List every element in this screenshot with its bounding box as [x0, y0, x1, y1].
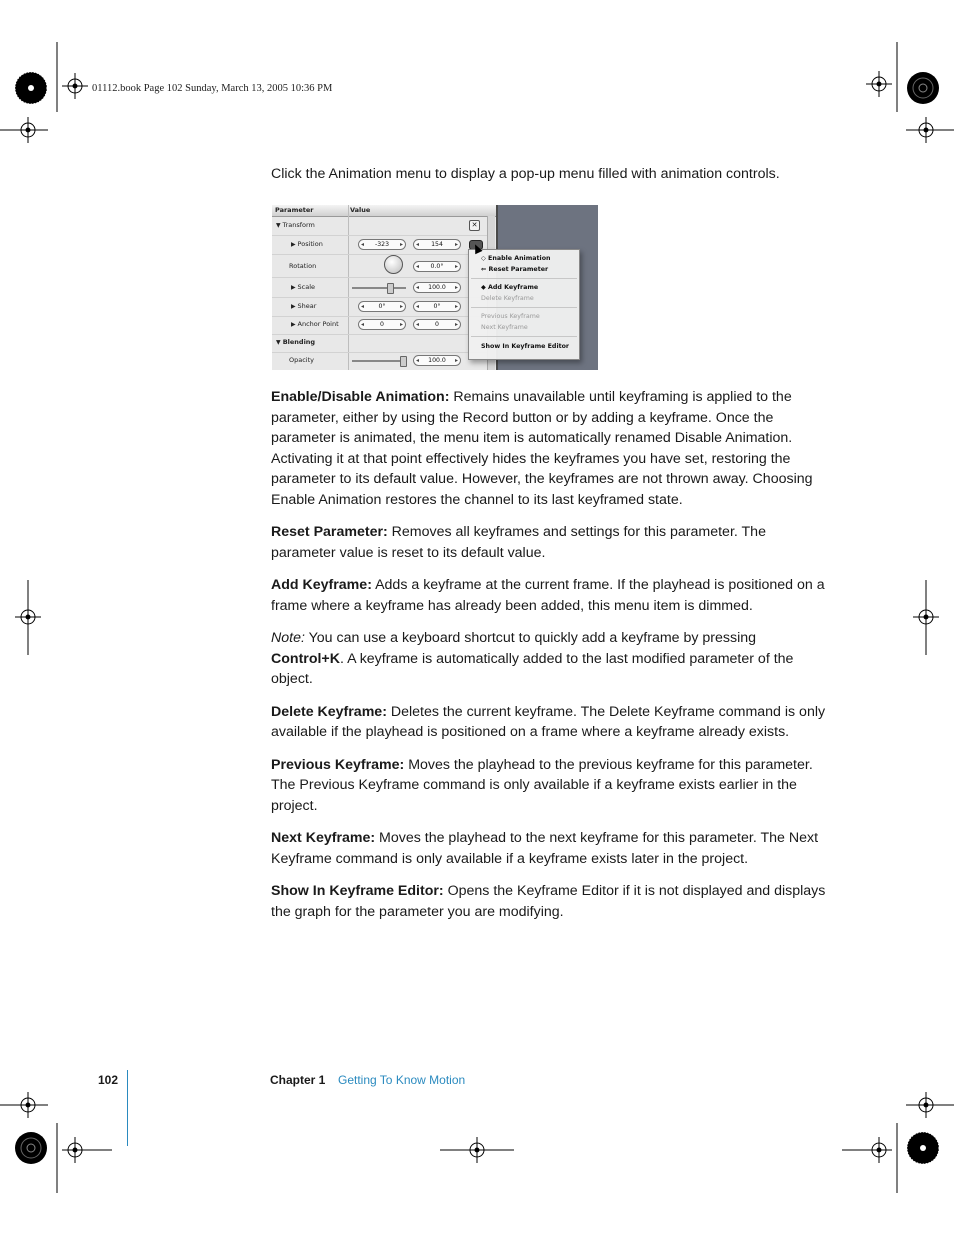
term: Delete Keyframe: [271, 703, 387, 720]
opacity-slider[interactable] [352, 360, 406, 362]
keyboard-shortcut: Control+K [271, 650, 340, 667]
definition-text: Opens the Keyframe Editor if it is not displayed and displays the graph for the parameter you are modifying. [271, 883, 826, 920]
anchor-y-field[interactable]: ◂ 0 ▸ [413, 319, 461, 330]
animation-popup-menu [468, 249, 580, 360]
row-anchor-point [272, 316, 487, 335]
definition-text: Remains unavailable until keyframing is applied to the parameter, either by using the Record button or by adding a keyframe. Once the parameter is animated, the menu item is automatically renamed Disable Animation. Activating it at that point effectively hides the keyframes you have set, restoring the parameter to its default value. However, the keyframes are not thrown away. Choosing Enable Animation restores the channel to its last keyframed state. [271, 389, 813, 508]
menu-separator [471, 307, 577, 308]
menu-separator [471, 278, 577, 279]
footer-rule [127, 1070, 128, 1146]
term: Enable/Disable Animation: [271, 389, 450, 405]
reg-mark-top-right [866, 71, 892, 97]
note-paragraph [271, 628, 827, 690]
intro-paragraph: Click the Animation menu to display a pop-up menu filled with animation controls. [271, 166, 780, 182]
chapter-title-link[interactable]: Getting To Know Motion [338, 1073, 466, 1087]
definition-text: Adds a keyframe at the current frame. If the playhead is positioned on a frame where a keyframe has already been added, this menu item is dimmed. [271, 577, 825, 614]
position-label: Position [297, 240, 323, 248]
menu-add-keyframe[interactable]: ◆ Add Keyframe [481, 284, 539, 291]
row-scale [272, 279, 487, 298]
disclosure-closed-icon[interactable]: ▶ [291, 321, 298, 328]
term: Show In Keyframe Editor: [271, 883, 444, 899]
menu-delete-keyframe: Delete Keyframe [481, 295, 534, 302]
rotation-field[interactable]: ◂ 0.0° ▸ [413, 261, 461, 272]
note-label: Note: [271, 630, 305, 646]
opacity-label: Opacity [289, 356, 315, 364]
reg-mark-bottom-right-2 [913, 1092, 939, 1118]
scale-field[interactable]: ◂ 100.0 ▸ [413, 282, 461, 293]
definitions [271, 387, 827, 934]
header-parameter: Parameter [275, 206, 314, 214]
definition-text: Moves the playhead to the next keyframe for this parameter. The Next Keyframe command is only available if a keyframe exists later in the project. [271, 830, 819, 867]
row-transform [272, 217, 487, 236]
book-slug: 01112.book Page 102 Sunday, March 13, 2005 10:36 PM [92, 83, 333, 94]
row-opacity [272, 352, 487, 370]
transform-label: Transform [282, 221, 315, 229]
note-text: . A keyframe is automatically added to the last modified parameter of the object. [271, 650, 794, 687]
slider-thumb[interactable] [400, 356, 407, 367]
menu-next-keyframe: Next Keyframe [481, 324, 528, 331]
chapter-label: Chapter 1 [270, 1073, 326, 1087]
star-target-top-left [15, 72, 47, 104]
page-number: 102 [98, 1073, 119, 1087]
term: Previous Keyframe: [271, 756, 405, 773]
menu-show-in-keyframe-editor[interactable]: Show In Keyframe Editor [481, 343, 570, 350]
menu-previous-keyframe: Previous Keyframe [481, 313, 540, 320]
row-shear [272, 298, 487, 317]
rotation-dial[interactable] [384, 255, 403, 274]
definition-next-keyframe [271, 828, 827, 869]
reg-mark-mid-left [15, 580, 41, 655]
star-target-top-right [907, 72, 939, 104]
definition-text: Moves the playhead to the previous keyframe for this parameter. The Previous Keyframe command is only available if a keyframe exists earlier in the project. [271, 756, 813, 814]
menu-separator [471, 336, 577, 337]
anchor-x-field[interactable]: ◂ 0 ▸ [358, 319, 406, 330]
reset-close-icon[interactable]: ✕ [469, 220, 480, 231]
rotation-label: Rotation [289, 262, 317, 270]
term: Reset Parameter: [271, 524, 388, 540]
term: Next Keyframe: [271, 830, 376, 846]
disclosure-closed-icon[interactable]: ▶ [291, 284, 298, 291]
scale-slider[interactable] [352, 287, 406, 289]
reg-mark-bottom-left [15, 1092, 41, 1118]
menu-enable-animation[interactable]: ◇ Enable Animation [481, 255, 551, 262]
definition-previous-keyframe [271, 755, 827, 817]
position-x-field[interactable]: ◂ -323 ▸ [358, 239, 406, 250]
reg-mark-bottom-left-2 [62, 1137, 112, 1163]
disclosure-closed-icon[interactable]: ▶ [291, 241, 298, 248]
star-target-bottom-right [907, 1132, 939, 1164]
shear-x-field[interactable]: ◂ 0° ▸ [358, 301, 406, 312]
definition-delete-keyframe [271, 702, 827, 743]
slider-thumb[interactable] [387, 283, 394, 294]
reg-mark-top-left [62, 73, 88, 99]
reg-mark-mid-right [913, 580, 939, 655]
anchor-label: Anchor Point [297, 320, 339, 328]
term: Add Keyframe: [271, 577, 372, 593]
shear-label: Shear [297, 302, 317, 310]
row-rotation [272, 255, 487, 278]
header-value: Value [350, 206, 371, 214]
note-text: You can use a keyboard shortcut to quickly add a keyframe by pressing [304, 630, 757, 646]
row-blending [272, 334, 487, 353]
scale-label: Scale [297, 283, 316, 291]
definition-text: Deletes the current keyframe. The Delete Keyframe command is only available if the playhead is positioned on a frame where a keyframe already exists. [271, 703, 826, 740]
reg-mark-bottom-right [842, 1137, 892, 1163]
opacity-field[interactable]: ◂ 100.0 ▸ [413, 355, 461, 366]
animation-menu-screenshot [272, 205, 598, 370]
star-target-bottom-left [15, 1132, 47, 1164]
definition-enable-disable-animation [271, 387, 827, 510]
menu-reset-parameter[interactable]: ⇐ Reset Parameter [481, 266, 549, 273]
parameters-panel [272, 205, 498, 370]
definition-show-in-keyframe-editor [271, 881, 827, 922]
position-y-field[interactable]: ◂ 154 ▸ [413, 239, 461, 250]
disclosure-open-icon[interactable]: ▼ [276, 339, 283, 346]
definition-text: Removes all keyframes and settings for this parameter. The parameter value is reset to its default value. [271, 524, 766, 561]
shear-y-field[interactable]: ◂ 0° ▸ [413, 301, 461, 312]
disclosure-open-icon[interactable]: ▼ [276, 222, 283, 229]
panel-header [272, 205, 496, 217]
row-position [272, 236, 487, 255]
reg-mark-top-left-2 [15, 117, 41, 143]
definition-add-keyframe [271, 575, 827, 616]
definition-reset-parameter [271, 522, 827, 563]
reg-mark-bottom-center [440, 1137, 514, 1163]
disclosure-closed-icon[interactable]: ▶ [291, 303, 298, 310]
reg-mark-top-right-2 [913, 117, 939, 143]
blending-label: Blending [282, 338, 316, 346]
